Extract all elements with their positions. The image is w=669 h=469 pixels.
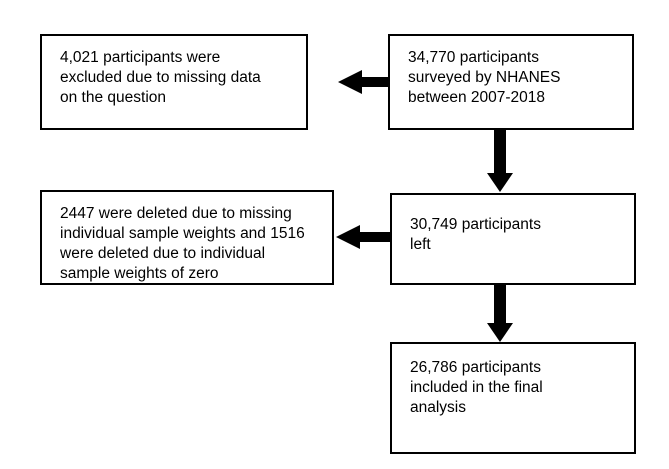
surveyed-box xyxy=(388,34,634,130)
deleted-line-1: 2447 were deleted due to missing xyxy=(60,205,292,222)
arrow-surveyed-to-left xyxy=(487,130,513,192)
left-line-1: 30,749 participants xyxy=(410,216,541,233)
left-box xyxy=(390,193,636,285)
arrow-left-to-deleted xyxy=(336,225,391,249)
excluded-line-3: on the question xyxy=(60,89,167,106)
arrow-surveyed-to-excluded xyxy=(338,70,390,94)
deleted-line-2: individual sample weights and 1516 xyxy=(60,225,305,242)
deleted-box xyxy=(40,190,334,285)
final-box xyxy=(390,342,636,454)
deleted-line-3: were deleted due to individual xyxy=(60,245,266,262)
excluded-box xyxy=(40,34,308,130)
left-line-2: left xyxy=(410,236,431,253)
surveyed-line-1: 34,770 participants xyxy=(408,49,539,66)
excluded-line-1: 4,021 participants were xyxy=(60,49,221,66)
surveyed-line-2: surveyed by NHANES xyxy=(408,69,561,86)
arrow-left-to-final xyxy=(487,285,513,342)
final-line-1: 26,786 participants xyxy=(410,359,541,376)
surveyed-line-3: between 2007-2018 xyxy=(408,89,546,106)
deleted-line-4: sample weights of zero xyxy=(60,265,219,282)
final-line-2: included in the final xyxy=(410,379,543,396)
excluded-line-2: excluded due to missing data xyxy=(60,69,261,86)
final-line-3: analysis xyxy=(410,399,466,416)
